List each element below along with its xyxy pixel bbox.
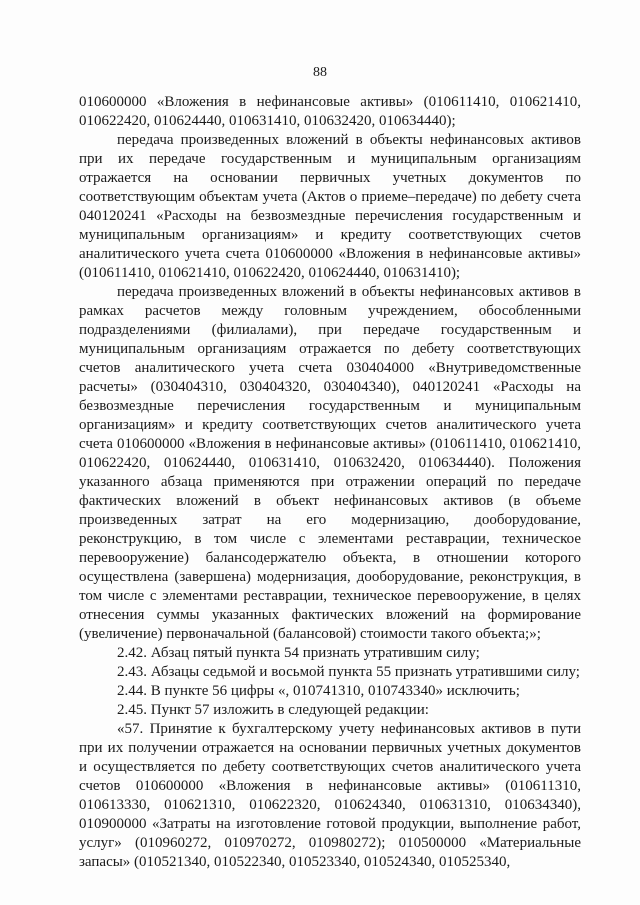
paragraph-transfer-between-divisions: передача произведенных вложений в объекты нефинансовых активов в рамках расчетов между головным учреждением, обособленными подразделениями (филиалами), при передаче государственным и муниципальным организациям отражается по дебету соответствующих счетов аналитического учета счета 030404000 «Внутриведомственные расчеты» (030404310, 030404320, 030404340), 040120241 «Расходы на безвозмездные перечисления государственным и муниципальным организациям» и кредиту соответствующих счетов аналитического учета счета 010600000 «Вложения в нефинансовые активы» (010611410, 010621410, 010622420, 010624440, 010631410, 010632420, 010634440). Положения указанного абзаца применяются при отражении операций по передаче фактических вложений в объект нефинансовых активов (в объеме произведенных затрат на его модернизацию, дооборудование, реконструкцию, в том числе с элементами реставрации, техническое перевооружение) балансодержателю объекта, в отношении которого осуществлена (завершена) модернизация, дооборудование, реконструкция, в том числе с элементами реставрации, техническое перевооружение, в целях отнесения суммы указанных фактических вложений на формирование (увеличение) первоначальной (балансовой) стоимости такого объекта;»; [79, 284, 581, 642]
paragraph-item-2-44: 2.44. В пункте 56 цифры «, 010741310, 010743340» исключить; [117, 683, 520, 699]
paragraph-item-57: «57. Принятие к бухгалтерскому учету нефинансовых активов в пути при их получении отражается на основании первичных учетных документов и осуществляется по дебету соответствующих счетов аналитического учета счетов 010600000 «Вложения в нефинансовые активы» (010611310, 010613330, 010621310, 010622320, 010624340, 010631310, 010634340), 010900000 «Затраты на изготовление готовой продукции, выполнение работ, услуг» (010960272, 010970272, 010980272); 010500000 «Материальные запасы» (010521340, 010522340, 010523340, 010524340, 010525340, [79, 721, 581, 870]
page-number: 88 [313, 65, 327, 80]
paragraph-item-2-43: 2.43. Абзацы седьмой и восьмой пункта 55 признать утратившими силу; [117, 664, 580, 680]
document-body [79, 93, 581, 872]
paragraph-transfer-to-organizations: передача произведенных вложений в объекты нефинансовых активов при их передаче государственным и муниципальным организациям отражается на основании первичных учетных документов по соответствующим объектам учета (Актов о приеме–передаче) по дебету счета 040120241 «Расходы на безвозмездные перечисления государственным и муниципальным организациям» и кредиту соответствующих счетов аналитического учета счета 010600000 «Вложения в нефинансовые активы» (010611410, 010621410, 010622420, 010624440, 010631410); [79, 132, 581, 281]
paragraph-item-2-42: 2.42. Абзац пятый пункта 54 признать утратившим силу; [117, 645, 480, 661]
paragraph-item-2-45: 2.45. Пункт 57 изложить в следующей редакции: [117, 702, 429, 718]
paragraph-continuation: 010600000 «Вложения в нефинансовые активы» (010611410, 010621410, 010622420, 010624440, 010631410, 010632420, 010634440); [79, 94, 581, 129]
